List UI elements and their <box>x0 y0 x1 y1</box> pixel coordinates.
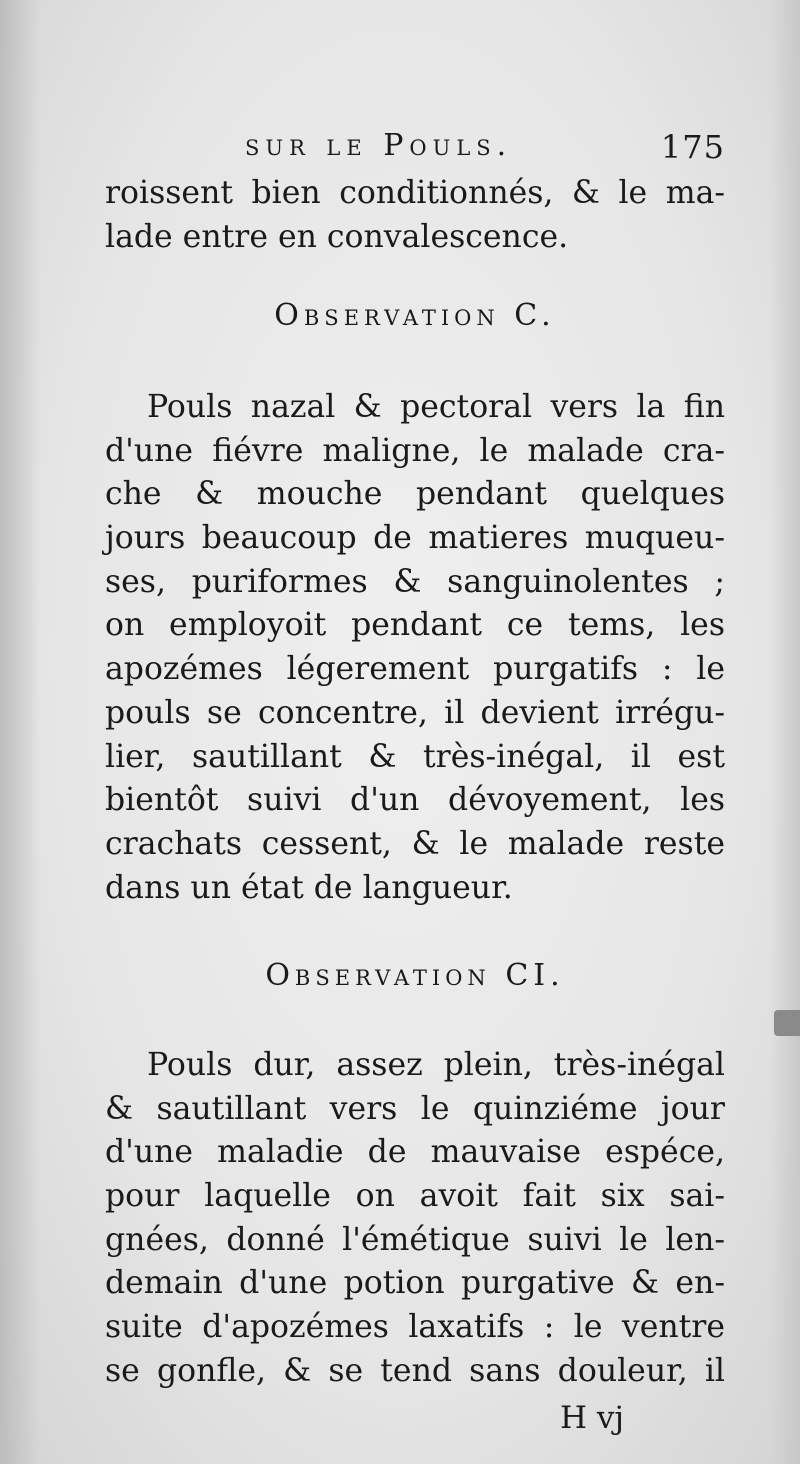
text-line: lier, sautillant & très-inégal, il est <box>105 738 725 775</box>
gutter-shadow <box>0 0 40 1464</box>
paragraph-continuation <box>105 172 725 259</box>
text-line: bientôt suivi d'un dévoyement, les <box>105 782 725 819</box>
text-line: apozémes légerement purgatifs : le <box>105 651 725 688</box>
text-line: d'une maladie de mauvaise espéce, <box>105 1134 725 1171</box>
text-line: & sautillant vers le quinziéme jour <box>105 1090 725 1127</box>
text-line: on employoit pendant ce tems, les <box>105 607 725 644</box>
text-line: crachats cessent, & le malade reste <box>105 825 725 862</box>
text-line: roissent bien conditionnés, & le ma- <box>105 175 725 211</box>
text-line: pouls se concentre, il devient irrégu- <box>105 694 725 731</box>
text-line: gnées, donné l'émétique suivi le len- <box>105 1221 725 1258</box>
page-edge-tab <box>774 1010 800 1036</box>
running-head: sur le Pouls. <box>245 128 513 163</box>
edge-shadow <box>770 0 800 1464</box>
text-line: pour laquelle on avoit fait six sai- <box>105 1178 725 1215</box>
paragraph-observation-c <box>105 386 725 910</box>
section-heading-observation-ci: Observation CI. <box>265 958 565 993</box>
text-line: jours beaucoup de matieres muqueu- <box>105 520 725 557</box>
text-line: d'une fiévre maligne, le malade cra- <box>105 432 725 469</box>
text-line: lade entre en convalescence. <box>105 218 569 255</box>
text-line: Pouls nazal & pectoral vers la fin <box>147 389 725 425</box>
paragraph-observation-ci <box>105 1044 725 1394</box>
page-number: 175 <box>660 128 725 166</box>
text-line: se gonfle, & se tend sans douleur, il <box>105 1352 725 1389</box>
catchword: H vj <box>560 1400 625 1436</box>
page-header <box>105 128 725 168</box>
text-line: che & mouche pendant quelques <box>105 476 725 513</box>
text-line: demain d'une potion purgative & en- <box>105 1265 725 1302</box>
text-line: dans un état de langueur. <box>105 869 513 906</box>
text-line: Pouls dur, assez plein, très-inégal <box>147 1047 725 1083</box>
text-line: suite d'apozémes laxatifs : le ventre <box>105 1309 725 1346</box>
section-heading-observation-c: Observation C. <box>274 298 556 333</box>
text-line: ses, puriformes & sanguinolentes ; <box>105 563 725 600</box>
